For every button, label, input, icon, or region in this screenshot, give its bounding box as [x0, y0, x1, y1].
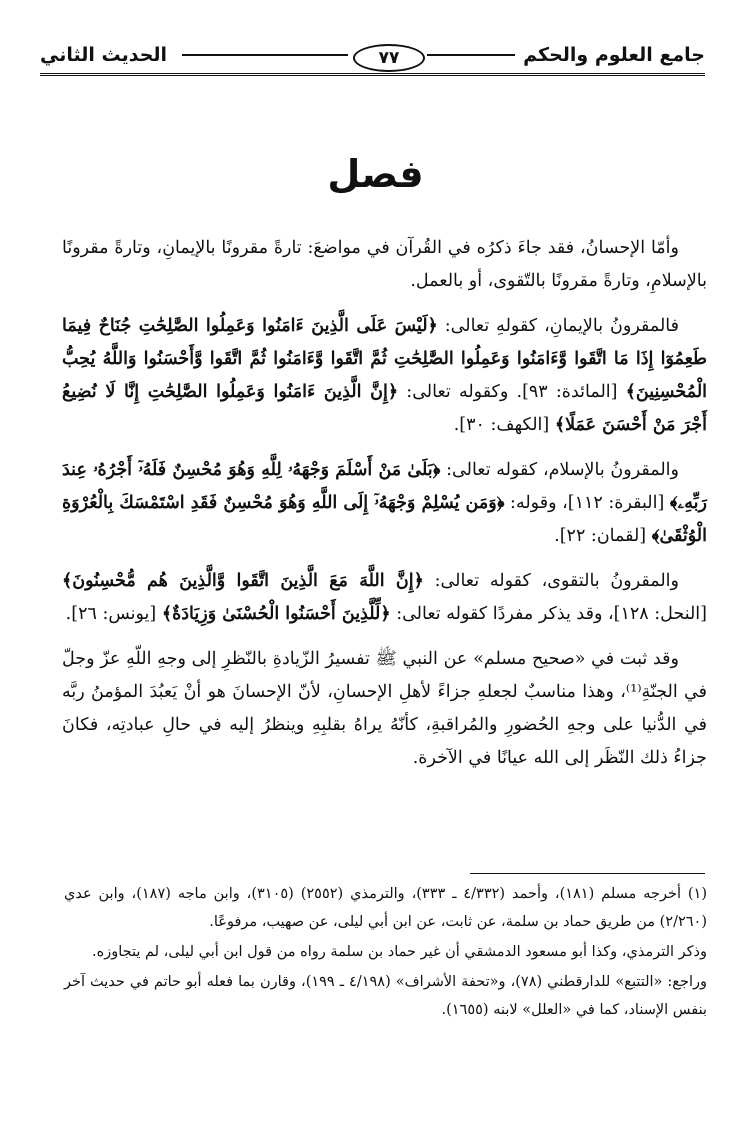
- paragraph: [62, 232, 707, 298]
- paragraph: [62, 310, 707, 442]
- quran-verse: ﴿لَيْسَ عَلَى الَّذِينَ ءَامَنُوا وَعَمِلُوا الصَّٰلِحَٰتِ جُنَاحٌ فِيمَا طَعِمُوٓا إِذَا مَا اتَّقَوا وَّءَامَنُوا وَعَمِلُوا الصَّٰلِحَٰتِ ثُمَّ اتَّقَوا وَّءَامَنُوا ثُمَّ اتَّقَوا وَّأَحْسَنُوا وَاللَّهُ يُحِبُّ الْمُحْسِنِينَ﴾: [62, 316, 708, 402]
- chapter-title: الحديث الثاني: [40, 44, 168, 66]
- quran-verse: ﴿بَلَىٰ مَنْ أَسْلَمَ وَجْهَهُۥ لِلَّهِ وَهُوَ مُحْسِنٌ فَلَهُۥٓ أَجْرُهُۥ عِندَ رَبِّهِۦ﴾: [62, 460, 707, 513]
- text-segment: [الكهف: ٣٠].: [453, 415, 555, 435]
- text-segment: والمقرونُ بالتقوى، كقوله تعالى:: [423, 571, 679, 591]
- text-segment: والمقرونُ بالإسلام، كقوله تعالى:: [440, 460, 679, 480]
- footnotes: [64, 880, 707, 1026]
- paragraph: [62, 643, 707, 775]
- text-segment: وأمّا الإحسانُ، فقد جاءَ ذكرُه في القُرآن في مواضعَ: تارةً مقرونًا بالإيمانِ، وتارةً مقرونًا بالإسلامِ، وتارةً مقرونًا بالتّقوى، أو بالعمل.: [62, 238, 707, 291]
- quran-verse: ﴿لِّلَّذِينَ أَحْسَنُوا الْحُسْنَىٰ وَزِيَادَةٌ﴾: [161, 604, 391, 624]
- footnote-separator: [470, 873, 705, 874]
- text-segment: [المائدة: ٩٣]. وكقوله تعالى:: [398, 382, 626, 402]
- footnote: (١) أخرجه مسلم (١٨١)، وأحمد (٤/٣٣٢ ـ ٣٣٣)، والترمذي (٢٥٥٢) (٣١٠٥)، وابن ماجه (١٨٧)، وابن عدي (٢/٢٦٠) من طريق حماد بن سلمة، عن ثابت، عن ابن أبي ليلى، عن صهيب، مرفوعًا.: [64, 886, 708, 930]
- text-segment: [النحل: ١٢٨]، وقد يذكر مفردًا كقوله تعالى:: [390, 604, 707, 624]
- text-segment: وقد ثبت في «صحيح مسلم» عن النبي ﷺ تفسيرُ الزّيادةِ بالنّظرِ إلى وجهِ اللّهِ عزّ وجلّ في الجنّةِ⁽¹⁾، وهذا مناسبٌ لجعلهِ جزاءً لأهلِ الإحسانِ، لأنّ الإحسانَ هو أنْ يَعبُدَ المؤمنُ ربَّه في الدُّنيا على وجهِ الحُضورِ والمُراقبةِ، كأنّهُ يراهُ بقلبِهِ وينظرُ إليه في حالِ عبادتِه، فكانَ جزاءُ ذلك النّظَر إلى الله عيانًا في الآخرة.: [62, 649, 707, 768]
- main-text: [62, 232, 707, 787]
- quran-verse: ﴿إِنَّ الَّذِينَ ءَامَنُوا وَعَمِلُوا الصَّٰلِحَٰتِ إِنَّا لَا نُضِيعُ أَجْرَ مَنْ أَحْسَنَ عَمَلًا﴾: [62, 382, 707, 435]
- footnote-continuation: وذكر الترمذي، وكذا أبو مسعود الدمشقي أن غير حماد بن سلمة رواه من قول ابن أبي ليلى، لم يتجاوزه.: [92, 944, 707, 960]
- text-segment: فالمقرونُ بالإيمانِ، كقولهِ تعالى:: [437, 316, 680, 336]
- quran-verse: ﴿إِنَّ اللَّهَ مَعَ الَّذِينَ اتَّقَوا وَّالَّذِينَ هُم مُّحْسِنُونَ﴾: [62, 571, 424, 591]
- book-title: جامع العلوم والحكم: [523, 44, 705, 66]
- page-number: ٧٧: [353, 44, 425, 72]
- quran-verse: ﴿وَمَن يُسْلِمْ وَجْهَهُۥٓ إِلَى اللَّهِ وَهُوَ مُحْسِنٌ فَقَدِ اسْتَمْسَكَ بِالْعُرْوَةِ الْوُثْقَىٰ﴾: [62, 493, 707, 546]
- footnote-continuation: وراجع: «التتبع» للدارقطني (٧٨)، و«تحفة الأشراف» (٤/١٩٨ ـ ١٩٩)، وقارن بما فعله أبو حاتم في حديث آخر بنفس الإسناد، كما في «العلل» لابنه (١٦٥٥).: [64, 974, 708, 1018]
- running-header: [40, 40, 705, 76]
- header-rule: [40, 73, 705, 76]
- text-segment: [البقرة: ١١٢]، وقوله:: [504, 493, 670, 513]
- section-heading: فصل: [327, 152, 424, 196]
- header-line-right: [427, 54, 515, 56]
- text-segment: [لقمان: ٢٢].: [554, 526, 652, 546]
- header-line-left: [182, 54, 348, 56]
- text-segment: [يونس: ٢٦].: [65, 604, 162, 624]
- paragraph: [62, 565, 707, 631]
- paragraph: [62, 454, 707, 553]
